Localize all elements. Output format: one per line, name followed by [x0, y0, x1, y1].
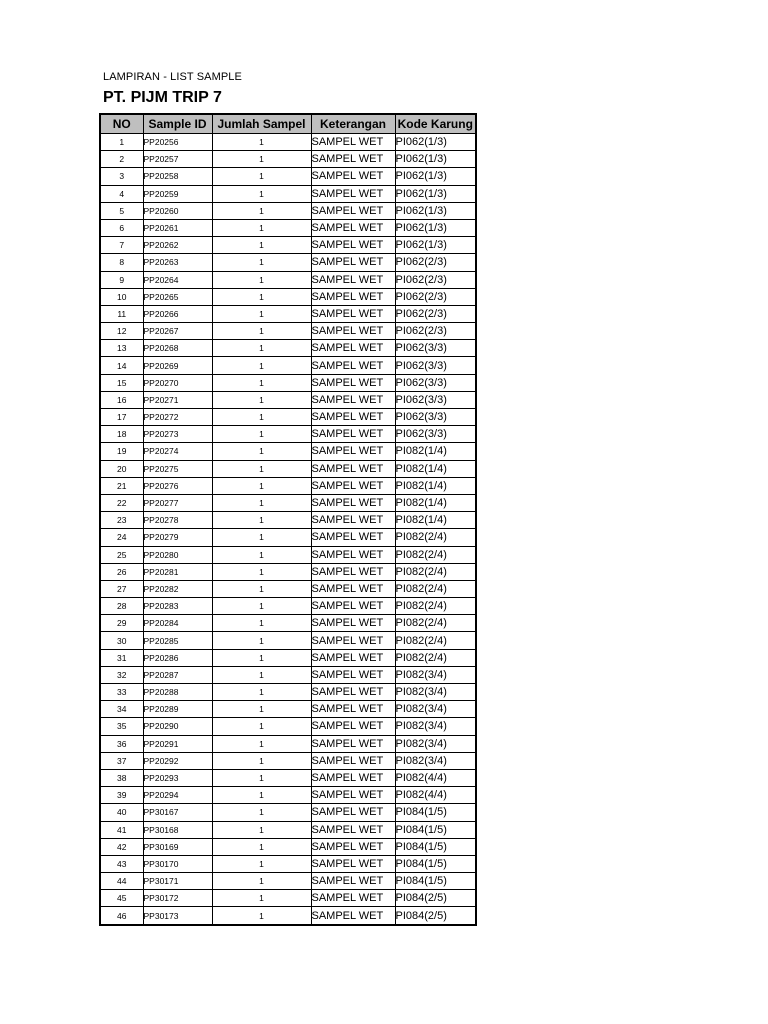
cell-sample-id: PP20272 — [143, 409, 212, 426]
cell-no: 29 — [100, 615, 143, 632]
cell-sample-id: PP20274 — [143, 443, 212, 460]
cell-jumlah-sampel: 1 — [212, 684, 311, 701]
cell-sample-id: PP20263 — [143, 254, 212, 271]
cell-keterangan: SAMPEL WET — [311, 254, 395, 271]
cell-no: 19 — [100, 443, 143, 460]
cell-sample-id: PP20268 — [143, 340, 212, 357]
cell-sample-id: PP20291 — [143, 735, 212, 752]
cell-keterangan: SAMPEL WET — [311, 769, 395, 786]
cell-jumlah-sampel: 1 — [212, 580, 311, 597]
cell-keterangan: SAMPEL WET — [311, 151, 395, 168]
cell-keterangan: SAMPEL WET — [311, 443, 395, 460]
table-row — [100, 718, 476, 735]
cell-jumlah-sampel: 1 — [212, 254, 311, 271]
cell-sample-id: PP20282 — [143, 580, 212, 597]
cell-no: 21 — [100, 477, 143, 494]
cell-sample-id: PP20264 — [143, 271, 212, 288]
cell-no: 40 — [100, 804, 143, 821]
cell-jumlah-sampel: 1 — [212, 271, 311, 288]
cell-kode-karung: PI082(3/4) — [395, 684, 476, 701]
cell-jumlah-sampel: 1 — [212, 529, 311, 546]
table-header-row — [100, 114, 476, 134]
cell-keterangan: SAMPEL WET — [311, 391, 395, 408]
table-row — [100, 769, 476, 786]
table-row — [100, 907, 476, 925]
cell-kode-karung: PI082(2/4) — [395, 546, 476, 563]
table-row — [100, 598, 476, 615]
table-row — [100, 151, 476, 168]
cell-keterangan: SAMPEL WET — [311, 202, 395, 219]
cell-jumlah-sampel: 1 — [212, 907, 311, 925]
cell-keterangan: SAMPEL WET — [311, 787, 395, 804]
table-row — [100, 134, 476, 151]
cell-jumlah-sampel: 1 — [212, 873, 311, 890]
cell-no: 6 — [100, 219, 143, 236]
cell-keterangan: SAMPEL WET — [311, 168, 395, 185]
table-row — [100, 305, 476, 322]
cell-kode-karung: PI082(3/4) — [395, 752, 476, 769]
cell-no: 34 — [100, 701, 143, 718]
cell-jumlah-sampel: 1 — [212, 443, 311, 460]
cell-keterangan: SAMPEL WET — [311, 460, 395, 477]
header-kode-karung: Kode Karung — [395, 114, 476, 134]
table-body — [100, 134, 476, 925]
cell-kode-karung: PI082(4/4) — [395, 787, 476, 804]
cell-kode-karung: PI062(3/3) — [395, 357, 476, 374]
cell-jumlah-sampel: 1 — [212, 546, 311, 563]
table-row — [100, 804, 476, 821]
cell-sample-id: PP30169 — [143, 838, 212, 855]
cell-keterangan: SAMPEL WET — [311, 718, 395, 735]
cell-kode-karung: PI062(3/3) — [395, 340, 476, 357]
cell-jumlah-sampel: 1 — [212, 718, 311, 735]
cell-no: 43 — [100, 855, 143, 872]
cell-keterangan: SAMPEL WET — [311, 598, 395, 615]
cell-sample-id: PP20275 — [143, 460, 212, 477]
cell-kode-karung: PI062(3/3) — [395, 409, 476, 426]
cell-no: 15 — [100, 374, 143, 391]
cell-no: 2 — [100, 151, 143, 168]
cell-kode-karung: PI082(2/4) — [395, 529, 476, 546]
header-sample-id: Sample ID — [143, 114, 212, 134]
cell-kode-karung: PI082(2/4) — [395, 649, 476, 666]
table-row — [100, 340, 476, 357]
table-row — [100, 752, 476, 769]
cell-kode-karung: PI082(2/4) — [395, 598, 476, 615]
cell-sample-id: PP20257 — [143, 151, 212, 168]
cell-keterangan: SAMPEL WET — [311, 701, 395, 718]
table-row — [100, 288, 476, 305]
cell-sample-id: PP20259 — [143, 185, 212, 202]
cell-kode-karung: PI082(3/4) — [395, 735, 476, 752]
cell-keterangan: SAMPEL WET — [311, 512, 395, 529]
table-row — [100, 873, 476, 890]
cell-kode-karung: PI082(4/4) — [395, 769, 476, 786]
cell-jumlah-sampel: 1 — [212, 477, 311, 494]
cell-sample-id: PP20277 — [143, 494, 212, 511]
cell-no: 20 — [100, 460, 143, 477]
cell-jumlah-sampel: 1 — [212, 752, 311, 769]
header-keterangan: Keterangan — [311, 114, 395, 134]
cell-no: 22 — [100, 494, 143, 511]
cell-sample-id: PP20294 — [143, 787, 212, 804]
cell-keterangan: SAMPEL WET — [311, 323, 395, 340]
cell-sample-id: PP20256 — [143, 134, 212, 151]
cell-kode-karung: PI062(1/3) — [395, 134, 476, 151]
cell-jumlah-sampel: 1 — [212, 649, 311, 666]
cell-keterangan: SAMPEL WET — [311, 615, 395, 632]
cell-keterangan: SAMPEL WET — [311, 357, 395, 374]
cell-jumlah-sampel: 1 — [212, 340, 311, 357]
cell-kode-karung: PI062(2/3) — [395, 305, 476, 322]
cell-kode-karung: PI082(3/4) — [395, 666, 476, 683]
cell-kode-karung: PI062(2/3) — [395, 323, 476, 340]
cell-sample-id: PP30170 — [143, 855, 212, 872]
cell-jumlah-sampel: 1 — [212, 288, 311, 305]
cell-kode-karung: PI062(2/3) — [395, 254, 476, 271]
cell-keterangan: SAMPEL WET — [311, 873, 395, 890]
table-row — [100, 219, 476, 236]
cell-keterangan: SAMPEL WET — [311, 752, 395, 769]
cell-jumlah-sampel: 1 — [212, 494, 311, 511]
cell-keterangan: SAMPEL WET — [311, 477, 395, 494]
cell-kode-karung: PI062(1/3) — [395, 219, 476, 236]
cell-kode-karung: PI082(1/4) — [395, 443, 476, 460]
cell-keterangan: SAMPEL WET — [311, 271, 395, 288]
cell-no: 45 — [100, 890, 143, 907]
cell-sample-id: PP20286 — [143, 649, 212, 666]
cell-jumlah-sampel: 1 — [212, 838, 311, 855]
cell-kode-karung: PI082(3/4) — [395, 701, 476, 718]
cell-no: 4 — [100, 185, 143, 202]
cell-sample-id: PP30172 — [143, 890, 212, 907]
cell-jumlah-sampel: 1 — [212, 598, 311, 615]
cell-jumlah-sampel: 1 — [212, 460, 311, 477]
cell-no: 39 — [100, 787, 143, 804]
header-no: NO — [100, 114, 143, 134]
cell-no: 1 — [100, 134, 143, 151]
cell-jumlah-sampel: 1 — [212, 374, 311, 391]
cell-keterangan: SAMPEL WET — [311, 237, 395, 254]
cell-jumlah-sampel: 1 — [212, 151, 311, 168]
cell-keterangan: SAMPEL WET — [311, 649, 395, 666]
cell-keterangan: SAMPEL WET — [311, 632, 395, 649]
cell-jumlah-sampel: 1 — [212, 219, 311, 236]
cell-no: 5 — [100, 202, 143, 219]
table-row — [100, 684, 476, 701]
cell-sample-id: PP20292 — [143, 752, 212, 769]
cell-no: 42 — [100, 838, 143, 855]
cell-no: 35 — [100, 718, 143, 735]
cell-keterangan: SAMPEL WET — [311, 288, 395, 305]
table-row — [100, 426, 476, 443]
cell-sample-id: PP20270 — [143, 374, 212, 391]
cell-kode-karung: PI082(2/4) — [395, 632, 476, 649]
cell-jumlah-sampel: 1 — [212, 202, 311, 219]
cell-sample-id: PP20293 — [143, 769, 212, 786]
cell-kode-karung: PI062(2/3) — [395, 288, 476, 305]
cell-sample-id: PP20258 — [143, 168, 212, 185]
cell-kode-karung: PI082(1/4) — [395, 477, 476, 494]
cell-keterangan: SAMPEL WET — [311, 426, 395, 443]
table-row — [100, 443, 476, 460]
cell-sample-id: PP30167 — [143, 804, 212, 821]
cell-jumlah-sampel: 1 — [212, 305, 311, 322]
table-row — [100, 580, 476, 597]
cell-jumlah-sampel: 1 — [212, 735, 311, 752]
cell-no: 33 — [100, 684, 143, 701]
table-row — [100, 546, 476, 563]
cell-no: 25 — [100, 546, 143, 563]
cell-kode-karung: PI082(1/4) — [395, 460, 476, 477]
cell-kode-karung: PI082(2/4) — [395, 580, 476, 597]
table-row — [100, 391, 476, 408]
cell-jumlah-sampel: 1 — [212, 512, 311, 529]
cell-keterangan: SAMPEL WET — [311, 684, 395, 701]
cell-sample-id: PP30171 — [143, 873, 212, 890]
cell-kode-karung: PI082(3/4) — [395, 718, 476, 735]
cell-no: 12 — [100, 323, 143, 340]
cell-jumlah-sampel: 1 — [212, 391, 311, 408]
cell-keterangan: SAMPEL WET — [311, 821, 395, 838]
cell-sample-id: PP20269 — [143, 357, 212, 374]
cell-kode-karung: PI084(1/5) — [395, 855, 476, 872]
cell-keterangan: SAMPEL WET — [311, 409, 395, 426]
cell-no: 7 — [100, 237, 143, 254]
table-row — [100, 615, 476, 632]
cell-jumlah-sampel: 1 — [212, 426, 311, 443]
cell-kode-karung: PI062(2/3) — [395, 271, 476, 288]
table-row — [100, 494, 476, 511]
cell-sample-id: PP20281 — [143, 563, 212, 580]
table-row — [100, 409, 476, 426]
cell-no: 26 — [100, 563, 143, 580]
cell-keterangan: SAMPEL WET — [311, 580, 395, 597]
cell-no: 37 — [100, 752, 143, 769]
cell-keterangan: SAMPEL WET — [311, 134, 395, 151]
table-row — [100, 890, 476, 907]
cell-no: 38 — [100, 769, 143, 786]
table-row — [100, 460, 476, 477]
cell-no: 44 — [100, 873, 143, 890]
cell-sample-id: PP20273 — [143, 426, 212, 443]
cell-sample-id: PP20288 — [143, 684, 212, 701]
cell-jumlah-sampel: 1 — [212, 563, 311, 580]
cell-jumlah-sampel: 1 — [212, 890, 311, 907]
header-jumlah-sampel: Jumlah Sampel — [212, 114, 311, 134]
cell-keterangan: SAMPEL WET — [311, 563, 395, 580]
cell-sample-id: PP20265 — [143, 288, 212, 305]
cell-no: 31 — [100, 649, 143, 666]
cell-kode-karung: PI082(2/4) — [395, 615, 476, 632]
cell-sample-id: PP20266 — [143, 305, 212, 322]
cell-sample-id: PP20278 — [143, 512, 212, 529]
table-row — [100, 838, 476, 855]
cell-kode-karung: PI082(2/4) — [395, 563, 476, 580]
table-row — [100, 237, 476, 254]
cell-sample-id: PP20262 — [143, 237, 212, 254]
cell-sample-id: PP20267 — [143, 323, 212, 340]
cell-jumlah-sampel: 1 — [212, 701, 311, 718]
table-row — [100, 202, 476, 219]
cell-kode-karung: PI062(3/3) — [395, 426, 476, 443]
cell-jumlah-sampel: 1 — [212, 615, 311, 632]
cell-sample-id: PP30168 — [143, 821, 212, 838]
cell-jumlah-sampel: 1 — [212, 804, 311, 821]
table-row — [100, 477, 476, 494]
table-row — [100, 649, 476, 666]
cell-no: 8 — [100, 254, 143, 271]
cell-jumlah-sampel: 1 — [212, 323, 311, 340]
cell-no: 46 — [100, 907, 143, 925]
cell-jumlah-sampel: 1 — [212, 409, 311, 426]
cell-keterangan: SAMPEL WET — [311, 855, 395, 872]
cell-jumlah-sampel: 1 — [212, 666, 311, 683]
cell-keterangan: SAMPEL WET — [311, 804, 395, 821]
table-row — [100, 632, 476, 649]
cell-kode-karung: PI084(1/5) — [395, 804, 476, 821]
cell-no: 9 — [100, 271, 143, 288]
cell-sample-id: PP20290 — [143, 718, 212, 735]
document-title: PT. PIJM TRIP 7 — [103, 89, 222, 106]
cell-jumlah-sampel: 1 — [212, 185, 311, 202]
table-row — [100, 374, 476, 391]
table-row — [100, 735, 476, 752]
table-row — [100, 254, 476, 271]
cell-keterangan: SAMPEL WET — [311, 546, 395, 563]
cell-jumlah-sampel: 1 — [212, 134, 311, 151]
cell-jumlah-sampel: 1 — [212, 632, 311, 649]
cell-keterangan: SAMPEL WET — [311, 666, 395, 683]
cell-jumlah-sampel: 1 — [212, 787, 311, 804]
cell-keterangan: SAMPEL WET — [311, 374, 395, 391]
table-row — [100, 357, 476, 374]
cell-kode-karung: PI084(2/5) — [395, 890, 476, 907]
cell-keterangan: SAMPEL WET — [311, 305, 395, 322]
cell-no: 41 — [100, 821, 143, 838]
cell-no: 16 — [100, 391, 143, 408]
cell-kode-karung: PI062(1/3) — [395, 185, 476, 202]
cell-no: 14 — [100, 357, 143, 374]
cell-no: 36 — [100, 735, 143, 752]
cell-sample-id: PP20280 — [143, 546, 212, 563]
cell-sample-id: PP20260 — [143, 202, 212, 219]
cell-keterangan: SAMPEL WET — [311, 529, 395, 546]
table-row — [100, 563, 476, 580]
cell-no: 28 — [100, 598, 143, 615]
table-row — [100, 271, 476, 288]
cell-jumlah-sampel: 1 — [212, 168, 311, 185]
cell-sample-id: PP20284 — [143, 615, 212, 632]
cell-jumlah-sampel: 1 — [212, 237, 311, 254]
cell-no: 11 — [100, 305, 143, 322]
cell-no: 24 — [100, 529, 143, 546]
document-subtitle: LAMPIRAN - LIST SAMPLE — [103, 71, 242, 83]
cell-sample-id: PP30173 — [143, 907, 212, 925]
cell-keterangan: SAMPEL WET — [311, 185, 395, 202]
cell-kode-karung: PI084(1/5) — [395, 838, 476, 855]
cell-kode-karung: PI084(1/5) — [395, 873, 476, 890]
sample-list-table — [99, 113, 477, 926]
cell-kode-karung: PI062(1/3) — [395, 168, 476, 185]
cell-no: 10 — [100, 288, 143, 305]
cell-no: 13 — [100, 340, 143, 357]
cell-no: 17 — [100, 409, 143, 426]
cell-kode-karung: PI062(1/3) — [395, 151, 476, 168]
cell-kode-karung: PI062(3/3) — [395, 374, 476, 391]
table-row — [100, 701, 476, 718]
cell-sample-id: PP20283 — [143, 598, 212, 615]
table-row — [100, 512, 476, 529]
cell-kode-karung: PI084(1/5) — [395, 821, 476, 838]
cell-sample-id: PP20279 — [143, 529, 212, 546]
table-row — [100, 168, 476, 185]
cell-no: 3 — [100, 168, 143, 185]
cell-keterangan: SAMPEL WET — [311, 838, 395, 855]
table-row — [100, 323, 476, 340]
table-row — [100, 185, 476, 202]
cell-sample-id: PP20285 — [143, 632, 212, 649]
cell-sample-id: PP20271 — [143, 391, 212, 408]
cell-jumlah-sampel: 1 — [212, 821, 311, 838]
cell-keterangan: SAMPEL WET — [311, 219, 395, 236]
cell-kode-karung: PI084(2/5) — [395, 907, 476, 925]
table-row — [100, 821, 476, 838]
cell-no: 23 — [100, 512, 143, 529]
cell-kode-karung: PI062(3/3) — [395, 391, 476, 408]
cell-kode-karung: PI082(1/4) — [395, 512, 476, 529]
cell-keterangan: SAMPEL WET — [311, 735, 395, 752]
cell-no: 18 — [100, 426, 143, 443]
cell-no: 27 — [100, 580, 143, 597]
table-row — [100, 787, 476, 804]
cell-no: 30 — [100, 632, 143, 649]
cell-keterangan: SAMPEL WET — [311, 890, 395, 907]
cell-kode-karung: PI062(1/3) — [395, 202, 476, 219]
cell-keterangan: SAMPEL WET — [311, 494, 395, 511]
cell-keterangan: SAMPEL WET — [311, 340, 395, 357]
cell-sample-id: PP20289 — [143, 701, 212, 718]
table-row — [100, 529, 476, 546]
cell-sample-id: PP20276 — [143, 477, 212, 494]
cell-keterangan: SAMPEL WET — [311, 907, 395, 925]
cell-kode-karung: PI062(1/3) — [395, 237, 476, 254]
table-row — [100, 666, 476, 683]
cell-kode-karung: PI082(1/4) — [395, 494, 476, 511]
table-row — [100, 855, 476, 872]
cell-sample-id: PP20261 — [143, 219, 212, 236]
cell-no: 32 — [100, 666, 143, 683]
cell-jumlah-sampel: 1 — [212, 769, 311, 786]
cell-jumlah-sampel: 1 — [212, 357, 311, 374]
cell-jumlah-sampel: 1 — [212, 855, 311, 872]
cell-sample-id: PP20287 — [143, 666, 212, 683]
